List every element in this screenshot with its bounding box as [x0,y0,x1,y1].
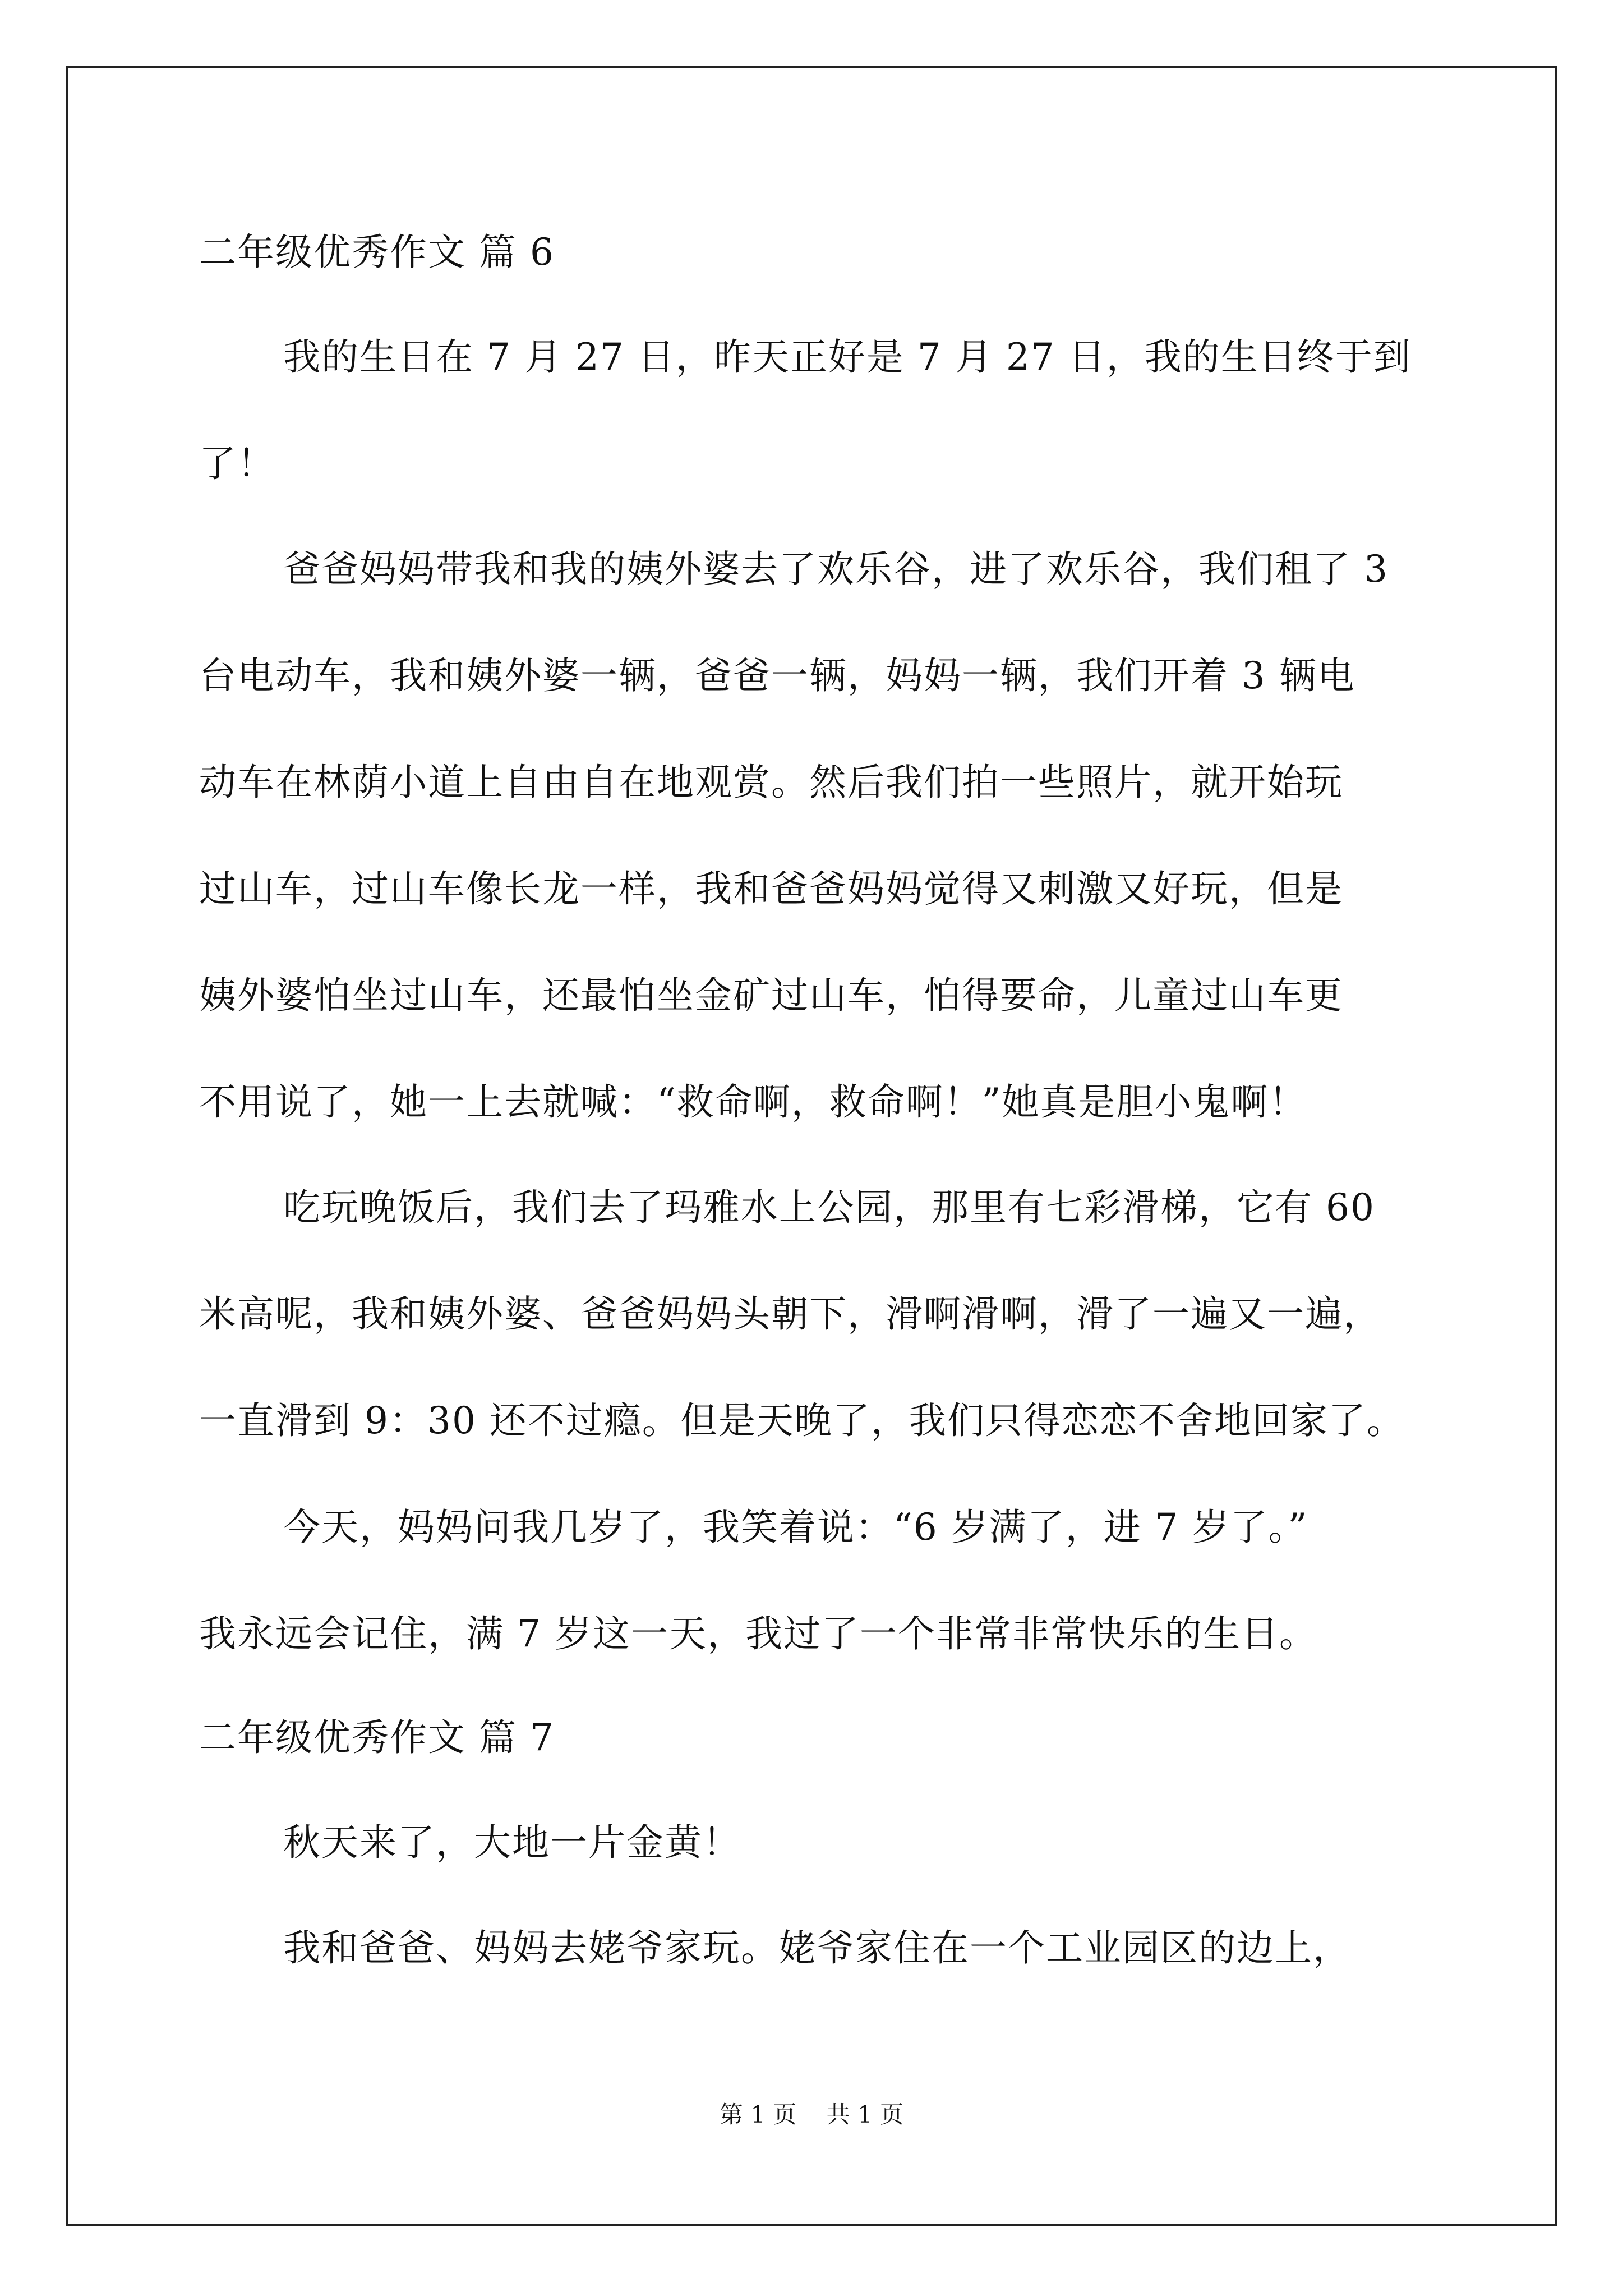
paragraph-line: 台电动车，我和姨外婆一辆，爸爸一辆，妈妈一辆，我们开着 3 辆电 [199,654,1355,697]
paragraph-line: 过山车，过山车像长龙一样，我和爸爸妈妈觉得又刺激又好玩，但是 [199,867,1343,910]
paragraph-line: 动车在林荫小道上自由自在地观赏。然后我们拍一些照片，就开始玩 [199,761,1343,804]
paragraph-line: 秋天来了，大地一片金黄！ [283,1821,741,1864]
section-heading-7: 二年级优秀作文 篇 7 [199,1716,555,1759]
paragraph-line: 我和爸爸、妈妈去姥爷家玩。姥爷家住在一个工业园区的边上， [283,1926,1351,1970]
page-border [66,66,1557,2226]
paragraph-line: 姨外婆怕坐过山车，还最怕坐金矿过山车，怕得要命，儿童过山车更 [199,974,1343,1017]
section-heading-6: 二年级优秀作文 篇 6 [199,231,555,274]
paragraph-line: 吃玩晚饭后，我们去了玛雅水上公园，那里有七彩滑梯，它有 60 [283,1186,1375,1229]
paragraph-line: 不用说了，她一上去就喊：“救命啊，救命啊！”她真是胆小鬼啊！ [199,1080,1307,1124]
paragraph-line: 爸爸妈妈带我和我的姨外婆去了欢乐谷，进了欢乐谷，我们租了 3 [283,547,1389,591]
paragraph-line: 了！ [199,442,275,485]
paragraph-line: 我永远会记住，满 7 岁这一天，我过了一个非常非常快乐的生日。 [199,1612,1317,1655]
paragraph-line: 米高呢，我和姨外婆、爸爸妈妈头朝下，滑啊滑啊，滑了一遍又一遍， [199,1292,1381,1336]
paragraph-line: 一直滑到 9：30 还不过瘾。但是天晚了，我们只得恋恋不舍地回家了。 [199,1399,1405,1442]
paragraph-line: 今天，妈妈问我几岁了，我笑着说：“6 岁满了，进 7 岁了。” [283,1506,1308,1549]
page-number-footer: 第 1 页 共 1 页 [719,2101,904,2128]
paragraph-line: 我的生日在 7 月 27 日，昨天正好是 7 月 27 日，我的生日终于到 [283,335,1412,379]
